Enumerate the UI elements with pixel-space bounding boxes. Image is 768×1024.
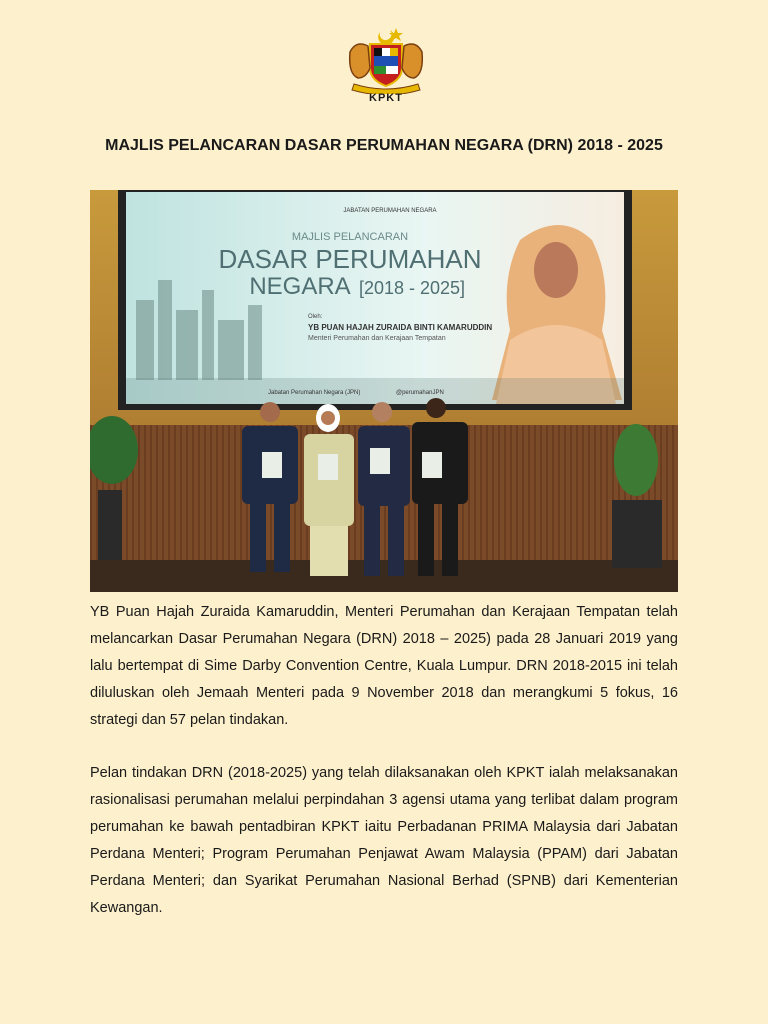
screen-facebook: Jabatan Perumahan Negara (JPN) <box>268 390 361 396</box>
screen-headline-1: DASAR PERUMAHAN <box>218 244 482 274</box>
screen-agency: JABATAN PERUMAHAN NEGARA <box>343 208 437 214</box>
screen-twitter: @perumahanJPN <box>396 390 444 396</box>
screen-years: [2018 - 2025] <box>358 278 466 298</box>
screen-speaker-role: Menteri Perumahan dan Kerajaan Tempatan <box>308 335 446 342</box>
paragraph-1: YB Puan Hajah Zuraida Kamaruddin, Menteri Perumahan dan Kerajaan Tempatan telah melancarkan Dasar Perumahan Negara (DRN) 2018 – 2025) pada 28 Januari 2019 yang lalu bertempat di Sime Darby Convention Centre, Kuala Lumpur. DRN 2018-2015 ini telah diluluskan oleh Jemaah Menteri pada 9 November 2018 dan merangkumi 5 fokus, 16 strategi dan 57 pelan tindakan. <box>90 604 678 728</box>
screen-headline-2: NEGARA <box>249 273 351 300</box>
paragraph-2: Pelan tindakan DRN (2018-2025) yang telah dilaksanakan oleh KPKT ialah melaksanakan rasionalisasi perumahan melalui perpindahan 3 agensi utama yang terlibat dalam program perumahan ke bawah pentadbiran KPKT iaitu Perbadanan PRIMA Malaysia dari Jabatan Perdana Menteri; Program Perumahan Penjawat Awam Malaysia (PPAM) dari Jabatan Perdana Menteri; dan Syarikat Perumahan Nasional Berhad (SPNB) dari Kementerian Kewangan. <box>90 765 678 916</box>
screen-event-line: MAJLIS PELANCARAN <box>291 231 409 243</box>
event-photo <box>90 190 678 592</box>
screen-speaker: YB PUAN HAJAH ZURAIDA BINTI KAMARUDDIN <box>308 323 493 332</box>
screen-by-label: Oleh: <box>308 314 323 320</box>
logo-caption: KPKT <box>369 92 403 104</box>
page-title: MAJLIS PELANCARAN DASAR PERUMAHAN NEGARA (DRN) 2018 - 2025 <box>105 137 663 154</box>
